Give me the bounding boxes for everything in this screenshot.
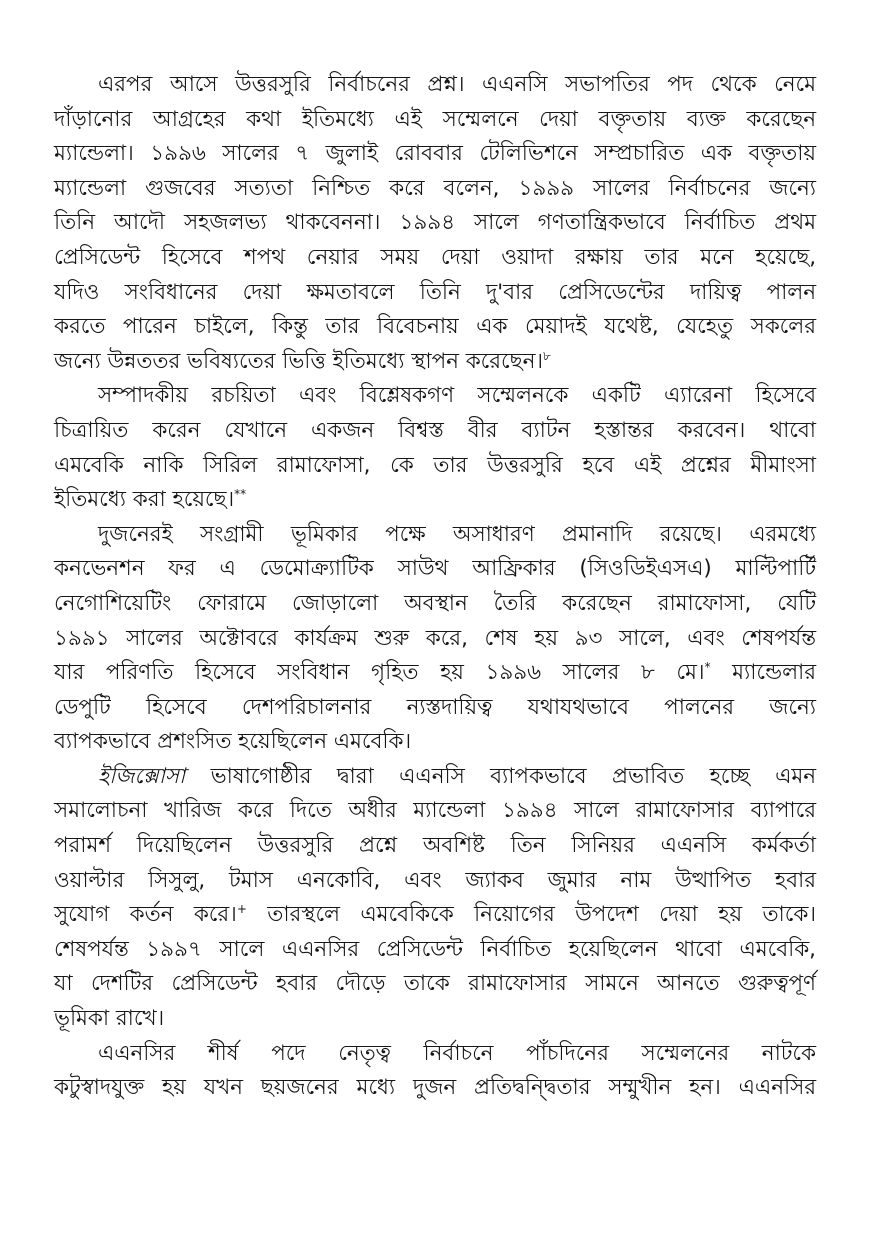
text-line: এএনসির শীর্ষ পদে নেতৃত্ব নির্বাচনে পাঁচদিনের সম্মেলনের নাটকে <box>98 1040 816 1066</box>
text-line: কটুস্বাদযুক্ত হয় যখন ছয়জনের মধ্যে দুজন প্রতিদ্বন্দ্বিতার সম্মুখীন হন। এএনসির <box>54 1075 816 1101</box>
paragraph-editorial-arena <box>54 379 816 517</box>
text-line: প্রেসিডেন্ট হিসেবে শপথ নেয়ার সময় দেয়া ওয়াদা রক্ষায় তার মনে হয়েছে, <box>54 244 816 270</box>
text-line-content: যার পরিণতি হিসেবে সংবিধান গৃহিত হয় ১৯৯৬ সালের ৮ মে। <box>54 660 705 686</box>
text-line <box>54 345 816 380</box>
text-line: দুজনেরই সংগ্রামী ভূমিকার পক্ষে অসাধারণ প্রমানাদি রয়েছে। এরমধ্যে <box>98 521 816 547</box>
text-line-tail: ম্যান্ডেলার <box>732 660 816 686</box>
text-line: ডেপুটি হিসেবে দেশপরিচালনার ন্যস্তদায়িত্ব যথাযথভাবে পালনের জন্যে <box>54 694 816 720</box>
text-line <box>54 656 816 691</box>
text-line: যা দেশটির প্রেসিডেন্ট হবার দৌড়ে তাকে রামাফোসার সামনে আনতে গুরুত্বপূর্ণ <box>54 971 816 997</box>
text-line: যদিও সংবিধানের দেয়া ক্ষমতাবলে তিনি দু'বার প্রেসিডেন্টের দায়িত্ব পালন <box>54 279 816 305</box>
text-line: সমালোচনা খারিজ করে দিতে অধীর ম্যান্ডেলা ১৯৯৪ সালে রামাফোসার ব্যাপারে <box>54 798 816 824</box>
text-line-content: ইতিমধ্যে করা হয়েছে। <box>54 487 235 513</box>
text-line: দাঁড়ানোর আগ্রহের কথা ইতিমধ্যে এই সম্মেলনে দেয়া বক্তৃতায় ব্যক্ত করেছেন <box>54 106 816 132</box>
paragraph-succession-question <box>54 68 816 379</box>
text-line: কনভেনশন ফর এ ডেমোক্র্যাটিক সাউথ আফ্রিকার (সিওডিইএসএ) মাল্টিপার্টি <box>54 556 816 582</box>
text-line <box>54 483 816 518</box>
paragraph-both-candidates <box>54 518 816 760</box>
text-line: ওয়াল্টার সিসুলু, টমাস এনকোবি, এবং জ্যাকব জুমার নাম উত্থাপিত হবার <box>54 867 816 893</box>
text-line-content: ভাষাগোষ্ঠীর দ্বারা এএনসি ব্যাপকভাবে প্রভাবিত হচ্ছে এমন <box>210 763 816 789</box>
footnote-marker: * <box>704 659 711 674</box>
text-line-content: জন্যে উন্নততর ভবিষ্যতের ভিত্তি ইতিমধ্যে স্থাপন করেছেন। <box>54 348 543 374</box>
text-line-tail: তারস্থলে এমবেকিকে নিয়োগের উপদেশ দেয়া হয় তাকে। <box>267 902 816 928</box>
footnote-marker: + <box>236 902 247 917</box>
text-line: শেষপর্যন্ত ১৯৯৭ সালে এএনসির প্রেসিডেন্ট নির্বাচিত হয়েছিলেন থাবো এমবেকি, <box>54 936 816 962</box>
paragraph-isixhosa-criticism <box>54 760 816 1037</box>
text-line: সম্পাদকীয় রচয়িতা এবং বিশ্লেষকগণ সম্মেলনকে একটি এ্যারেনা হিসেবে <box>98 383 816 409</box>
footnote-marker: ** <box>234 487 247 501</box>
paragraph-leadership-election <box>54 1037 816 1106</box>
text-line: এমবেকি নাকি সিরিল রামাফোসা, কে তার উত্তরসুরি হবে এই প্রশ্নের মীমাংসা <box>54 452 816 478</box>
text-line: পরামর্শ দিয়েছিলেন উত্তরসুরি প্রশ্নে অবশিষ্ট তিন সিনিয়র এএনসি কর্মকর্তা <box>54 833 816 859</box>
text-line: ১৯৯১ সালের অক্টোবরে কার্যক্রম শুরু করে, শেষ হয় ৯৩ সালে, এবং শেষপর্যন্ত <box>54 625 816 651</box>
text-line: চিত্রায়িত করেন যেখানে একজন বিশ্বস্ত বীর ব্যাটন হস্তান্তর করবেন। থাবো <box>54 417 816 443</box>
footnote-marker: ৮ <box>543 348 551 363</box>
text-line <box>54 760 816 795</box>
text-line <box>54 898 816 933</box>
text-line: ভূমিকা রাখে। <box>54 1006 165 1032</box>
text-line-content: সুযোগ কর্তন করে। <box>54 902 237 928</box>
text-line: ম্যান্ডেলা। ১৯৯৬ সালের ৭ জুলাই রোববার টেলিভিশনে সম্প্রচারিত এক বক্তৃতায় <box>54 141 816 167</box>
text-line: করতে পারেন চাইলে, কিন্তু তার বিবেচনায় এক মেয়াদই যথেষ্ট, যেহেতু সকলের <box>54 314 816 340</box>
text-line: ব্যাপকভাবে প্রশংসিত হয়েছিলেন এমবেকি। <box>54 729 412 755</box>
text-line: ম্যান্ডেলা গুজবের সত্যতা নিশ্চিত করে বলেন, ১৯৯৯ সালের নির্বাচনের জন্যে <box>54 175 816 201</box>
text-line: তিনি আদৌ সহজলভ্য থাকবেননা। ১৯৯৪ সালে গণতান্ত্রিকভাবে নির্বাচিত প্রথম <box>54 210 816 236</box>
text-line: এরপর আসে উত্তরসুরি নির্বাচনের প্রশ্ন। এএনসি সভাপতির পদ থেকে নেমে <box>98 72 816 97</box>
text-line: নেগোশিয়েটিং ফোরামে জোড়ালো অবস্থান তৈরি করেছেন রামাফোসা, যেটি <box>54 590 816 616</box>
italic-term: ইজিক্সোসা <box>98 763 186 789</box>
